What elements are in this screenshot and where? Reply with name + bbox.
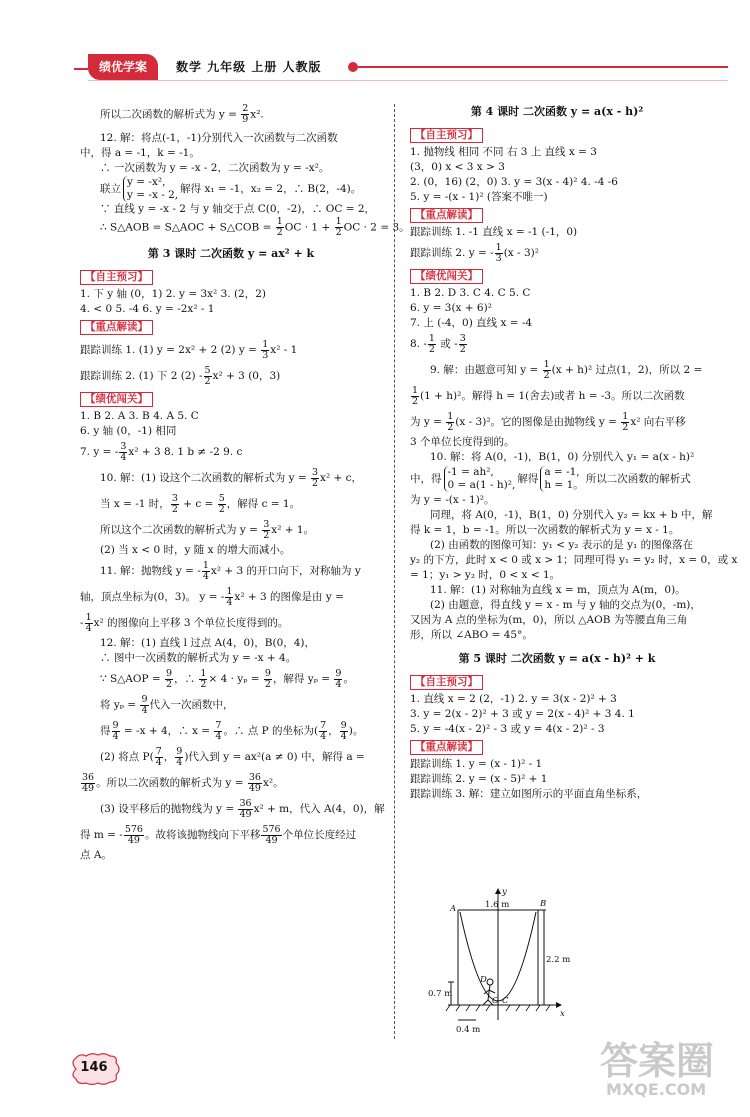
answer-line: 跟踪训练 1. y = (x - 1)² - 1	[410, 758, 543, 770]
answer-line: 11. 解：抛物线 y = - $\frac{1}{4}$ x² + 3 的开口向下，对称轴为 y	[100, 559, 361, 582]
answer-line: 10. 解：将 A(0，-1)，B(1，0) 分别代入 y₁ = a(x - h)²	[430, 451, 695, 463]
answer-line: 11. 解：(1) 对称轴为直线 x = m，顶点为 A(m，0)。	[430, 584, 686, 596]
answer-line: 跟踪训练 2. y = - $\frac{1}{3}$ (x - 3)²	[410, 241, 539, 264]
watermark-url: MXQE.COM	[606, 1080, 707, 1099]
answer-line: 又因为 A 点的坐标为(m，0)，所以 △AOB 为等腰直角三角	[410, 614, 688, 626]
answer-line: 形，所以 ∠ABO = 45°。	[410, 629, 533, 641]
section-title-lesson4: 第 4 课时 二次函数 y = a(x - h)²	[470, 105, 644, 118]
left-column	[80, 103, 410, 863]
answer-line: ∴ 一次函数为 y = -x - 2，二次函数为 y = -x²。	[100, 162, 330, 174]
answer-line: 跟踪训练 2. y = (x - 5)² + 1	[410, 773, 548, 785]
answer-line: 1. B 2. D 3. C 4. C 5. C	[410, 287, 531, 299]
answer-line: 跟踪训练 3. 解：建立如图所示的平面直角坐标系，	[410, 788, 648, 800]
header-meta: 数学 九年级 上册 人教版	[176, 60, 322, 74]
section-tag-key-points: 【重点解读】	[410, 740, 483, 755]
answer-line: (3，0) x < 3 x > 3	[410, 161, 505, 173]
parabola-coordinate-diagram	[428, 880, 578, 1040]
section-title-lesson5: 第 5 课时 二次函数 y = a(x - h)² + k	[458, 652, 656, 665]
answer-line: (2) 由函数的图像可知：y₁ < y₂ 表示的是 y₁ 的图像落在	[430, 539, 694, 551]
answer-line: 2. (0，16) (2，0) 3. y = 3(x - 4)² 4. -4 -6	[410, 176, 618, 188]
point-a-label: A	[450, 904, 457, 914]
person-head	[487, 979, 493, 985]
y-axis-label: y	[502, 887, 507, 897]
section-tag-challenge: 【绩优闯关】	[410, 269, 483, 284]
x-axis-label: x	[560, 1009, 565, 1019]
left-height-label: 0.7 m	[428, 989, 453, 999]
answer-line: 跟踪训练 2. (1) 下 2 (2) - $\frac{5}{2}$ x² + 3 (0，3)	[80, 364, 281, 387]
header-rule	[358, 66, 728, 68]
bottom-width-label: 0.4 m	[456, 1025, 481, 1035]
y-axis-arrow	[495, 888, 501, 894]
answer-line: = 1；y₁ > y₂ 时，0 < x < 1。	[410, 569, 561, 581]
answer-line: 点 A。	[80, 849, 112, 861]
page-header	[68, 50, 728, 90]
top-width-label: 1.6 m	[485, 900, 510, 910]
answer-line: 1. B 2. A 3. B 4. A 5. C	[80, 410, 199, 422]
section-tag-key-points: 【重点解读】	[410, 208, 483, 223]
section-tag-challenge: 【绩优闯关】	[80, 392, 153, 407]
section-tag-preview: 【自主预习】	[410, 128, 483, 143]
section-tag-preview: 【自主预习】	[410, 675, 483, 690]
answer-line: 跟踪训练 1. (1) y = 2x² + 2 (2) y = $\frac{1}{3}$ x² - 1	[80, 338, 298, 361]
answer-line: $\frac{36}{49}$ 。所以二次函数的解析式为 y = $\frac{36}{49}$ x²。	[82, 771, 284, 794]
answer-line: 1. 下 y 轴 (0，1) 2. y = 3x² 3. (2，2)	[80, 288, 267, 300]
brand-badge: 绩优学案	[88, 54, 158, 80]
answer-line: 1. 抛物线 相同 不同 右 3 上 直线 x = 3	[410, 146, 597, 158]
answer-line: 12. 解：(1) 直线 l 过点 A(4，0)，B(0，4)，	[100, 637, 316, 649]
right-column	[410, 104, 738, 802]
answer-line: (2) 由题意，得直线 y = x - m 与 y 轴的交点为(0，-m)，	[430, 599, 701, 611]
origin-label: O	[492, 996, 499, 1006]
answer-line: 12. 解：将点(-1，-1)分别代入一次函数与二次函数	[100, 132, 338, 144]
answer-line: 9. 解：由题意可知 y = $\frac{1}{2}$ (x + h)² 过点(1，2)，所以 2 =	[430, 358, 703, 381]
answer-line: 5. y = -(x - 1)² (答案不唯一)	[410, 191, 548, 203]
answer-line: 所以这个二次函数的解析式为 y = $\frac{3}{2}$ x² + 1。	[100, 518, 315, 541]
answer-line: 10. 解：(1) 设这个二次函数的解析式为 y = $\frac{3}{2}$ x² + c，	[100, 466, 363, 489]
answer-line: 5. y = -4(x - 2)² - 3 或 y = 4(x - 2)² - 3	[410, 723, 605, 735]
answer-line: 8. - $\frac{1}{2}$ 或 - $\frac{3}{2}$	[410, 332, 466, 355]
answer-line: ∵ 直线 y = -x - 2 与 y 轴交于点 C(0，-2)，∴ OC = 2，	[100, 203, 376, 215]
answer-line: 为 y = -(x - 1)²。	[410, 494, 495, 506]
answer-line: $\frac{1}{2}$ (1 + h)²。解得 h = 1(舍去)或者 h = -3。所以二次函数	[412, 384, 685, 407]
answer-line: (3) 设平移后的抛物线为 y = $\frac{36}{49}$ x² + m，代入 A(4，0)，解	[100, 797, 385, 820]
answer-line: 为 y = $\frac{1}{2}$ (x - 3)²。它的图像是由抛物线 y = $\frac{1}{2}$ x² 向右平移	[410, 410, 686, 433]
answer-line: (2) 当 x < 0 时，y 随 x 的增大而减小。	[100, 544, 291, 556]
point-c-label: C	[502, 996, 509, 1006]
x-axis-arrow	[556, 1002, 562, 1008]
answer-line: 跟踪训练 1. -1 直线 x = -1 (-1，0)	[410, 226, 578, 238]
answer-line: - $\frac{1}{4}$ x² 的图像向上平移 3 个单位长度得到的。	[80, 611, 289, 634]
section-title-lesson3: 第 3 课时 二次函数 y = ax² + k	[147, 247, 315, 260]
answer-line: 当 x = -1 时， $\frac{3}{2}$ + c = $\frac{5}{2}$ ，解得 c = 1。	[100, 492, 301, 515]
answer-line: 3 个单位长度得到的。	[410, 436, 515, 448]
answer-line: 同理，将 A(0，-1)，B(1，0) 分别代入 y₂ = kx + b 中，解	[430, 509, 713, 521]
answer-line: 1. 直线 x = 2 (2，-1) 2. y = 3(x - 2)² + 3	[410, 693, 617, 705]
answer-line: 7. 上 (-4，0) 直线 x = -4	[410, 317, 533, 329]
answer-line: 7. y = - $\frac{3}{4}$ x² + 3 8. 1 b ≠ -2 9. c	[80, 440, 243, 463]
watermark	[600, 1030, 740, 1110]
page-number-badge	[66, 1052, 122, 1086]
answer-line: 3. y = 2(x - 2)² + 3 或 y = 2(x - 4)² + 3 4. 1	[410, 708, 635, 720]
answer-line: 将 yₚ = $\frac{9}{4}$ 代入一次函数中，	[100, 693, 234, 716]
section-tag-preview: 【自主预习】	[80, 270, 153, 285]
column-divider	[394, 104, 395, 1039]
answer-line: (2) 将点 P( $\frac{7}{4}$ ， $\frac{9}{4}$ )代入到 y = ax²(a ≠ 0) 中，解得 a =	[100, 745, 365, 768]
page-number: 146	[80, 1060, 108, 1075]
watermark-text: 答案圈	[600, 1039, 715, 1083]
answer-line: ∵ S△AOP = $\frac{9}{2}$ ，∴ $\frac{1}{2}$ × 4 · yₚ = $\frac{9}{2}$ ，解得 yₚ = $\frac{9}{4}$ 。	[100, 667, 354, 690]
answer-line: 得 k = 1，b = -1。所以一次函数的解析式为 y = x - 1。	[410, 524, 680, 536]
point-b-label: B	[540, 899, 547, 909]
header-dot	[348, 62, 358, 72]
point-d-label: D	[480, 975, 487, 985]
section-tag-key-points: 【重点解读】	[80, 320, 153, 335]
answer-line: 轴，顶点坐标为(0，3)。 y = - $\frac{1}{4}$ x² + 3 的图像是由 y =	[80, 585, 344, 608]
answer-line: 中，得-1 = ah², 0 = a(1 - h)², 解得a = -1, h = 1。 所以二次函数的解析式	[410, 466, 691, 491]
answer-line: 得 m = - $\frac{576}{49}$ 。故将该抛物线向下平移 $\frac{576}{49}$ 个单位长度经过	[80, 823, 357, 846]
answer-line: ∴ 图中一次函数的解析式为 y = -x + 4。	[100, 652, 297, 664]
answer-line: 4. < 0 5. -4 6. y = -2x² - 1	[80, 303, 215, 315]
answer-line: 6. y = 3(x + 6)²	[410, 302, 492, 314]
answer-line: y₂ 的下方，此时 x < 0 或 x > 1；同理可得 y₁ = y₂ 时，x = 0，或 x	[410, 554, 738, 566]
answer-line: 中，得 a = -1，k = -1。	[80, 147, 200, 159]
answer-line: 得 $\frac{9}{4}$ = -x + 4，∴ x = $\frac{7}{4}$ 。∴ 点 P 的坐标为( $\frac{7}{4}$ ， $\frac{9}{4}$ )。	[100, 719, 364, 742]
answer-line: ∴ S△AOB = S△AOC + S△COB = $\frac{1}{2}$ OC · 1 + $\frac{1}{2}$ OC · 2 = 3。	[100, 216, 410, 238]
answer-line: 所以二次函数的解析式为 y = $\frac{2}{9}$ x².	[100, 103, 264, 125]
answer-line: 6. y 轴 (0，-1) 相同	[80, 425, 177, 437]
height-label: 2.2 m	[546, 955, 571, 965]
header-rule-thin	[88, 80, 728, 81]
answer-line: 联立y = -x², y = -x - 2, 解得 x₁ = -1，x₂ = 2，∴ B(2，-4)。	[100, 176, 362, 201]
